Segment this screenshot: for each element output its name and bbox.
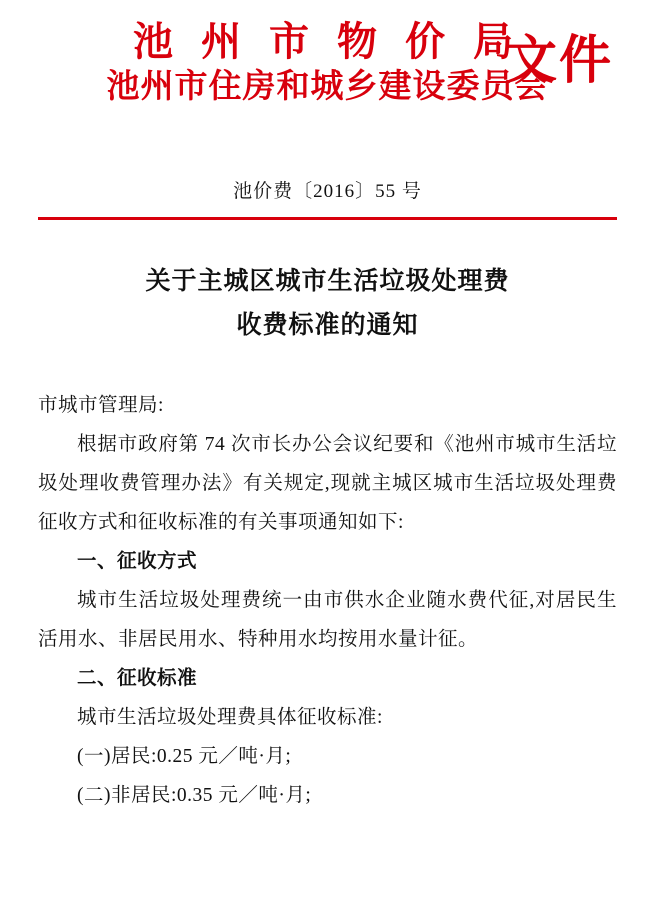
document-word-label: 文件: [504, 33, 613, 90]
paragraph-2: 城市生活垃圾处理费统一由市供水企业随水费代征,对居民生活用水、非居民用水、特种用水均按用水量计征。: [38, 589, 617, 650]
red-divider-rule: [38, 217, 617, 220]
paragraph-3: 城市生活垃圾处理费具体征收标准:: [77, 706, 383, 728]
masthead-block: [38, 18, 617, 128]
salutation: 市城市管理局:: [38, 394, 164, 416]
section-heading-2: 二、征收标准: [77, 667, 198, 689]
title-line-1: 关于主城区城市生活垃圾处理费: [145, 268, 510, 295]
document-title: [38, 260, 617, 348]
issuing-org-line-2: 池州市住房和城乡建设委员会: [106, 68, 549, 105]
document-number: 池价费〔2016〕55 号: [233, 181, 422, 202]
masthead: [38, 0, 617, 128]
list-item-2: (二)非居民:0.35 元／吨·月;: [77, 784, 312, 806]
paragraph-1: 根据市政府第 74 次市长办公会议纪要和《池州市城市生活垃圾处理收费管理办法》有关规定,现就主城区城市生活垃圾处理费征收方式和征收标准的有关事项通知如下:: [38, 433, 617, 533]
document-body: [38, 386, 617, 815]
section-heading-1: 一、征收方式: [77, 550, 198, 572]
list-item-1: (一)居民:0.25 元／吨·月;: [77, 745, 292, 767]
title-line-2: 收费标准的通知: [236, 311, 419, 339]
issuing-org-line-1: 池 州 市 物 价 局: [133, 19, 522, 64]
